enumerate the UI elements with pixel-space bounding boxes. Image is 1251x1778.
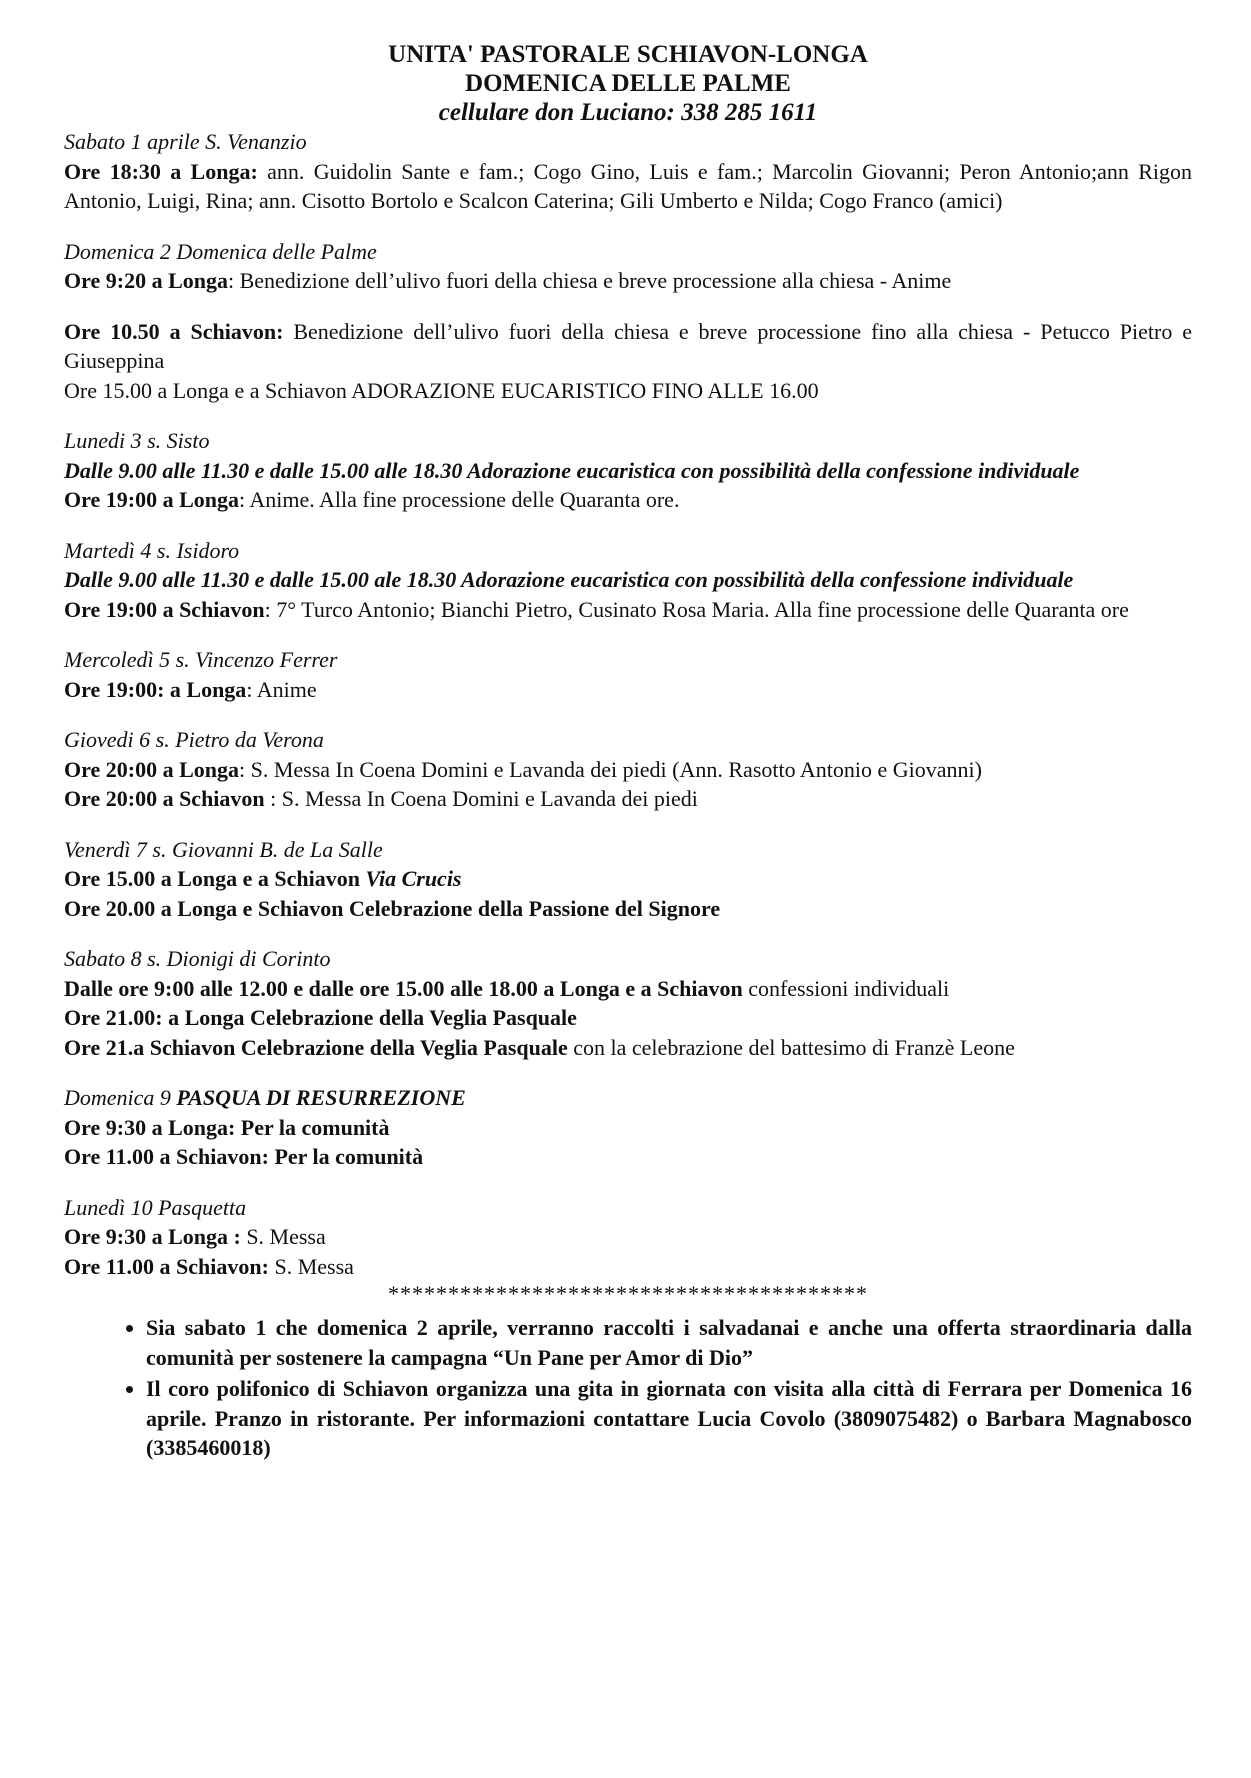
contact-line: cellulare don Luciano: 338 285 1611 bbox=[438, 99, 818, 126]
schedule-line bbox=[64, 1252, 1192, 1282]
schedule-line bbox=[64, 755, 1192, 785]
day-heading bbox=[64, 426, 1192, 456]
line-text: Benedizione dell’ulivo fuori della chiesa e breve processione fino alla chiesa - Petucco Pietro e Giuseppina bbox=[64, 318, 1193, 373]
day-heading bbox=[64, 944, 1192, 974]
day-heading-highlight: PASQUA DI RESURREZIONE bbox=[176, 1085, 466, 1110]
schedule-line bbox=[64, 565, 1192, 595]
line-text: : Anime bbox=[246, 676, 317, 702]
line-text: ann. Guidolin Sante e fam.; Cogo Gino, Luis e fam.; Marcolin Giovanni; Peron Antonio;ann Rigon Antonio, Luigi, Rina; ann. Cisotto Bortolo e Scalcon Caterina; Gili Umberto e Nilda; Cogo Franco (amici) bbox=[64, 158, 1192, 213]
schedule-line bbox=[64, 376, 1192, 406]
schedule-line bbox=[64, 456, 1192, 486]
line-text: S. Messa bbox=[240, 1224, 326, 1249]
day-heading bbox=[64, 1083, 1192, 1113]
day-heading-text: Mercoledì 5 s. Vincenzo Ferrer bbox=[64, 647, 338, 672]
schedule-line bbox=[64, 864, 1192, 894]
line-emphasis: Ore 20:00 a Longa bbox=[64, 756, 239, 782]
day-heading-text: Lunedì 10 Pasquetta bbox=[64, 1194, 247, 1220]
document-title: UNITA' PASTORALE SCHIAVON-LONGA bbox=[388, 41, 868, 68]
line-text: confessioni individuali bbox=[742, 975, 950, 1001]
day-heading-text: Venerdì 7 s. Giovanni B. de La Salle bbox=[64, 836, 383, 862]
line-emphasis: Ore 21.a Schiavon Celebrazione della Veglia Pasquale bbox=[64, 1034, 568, 1060]
schedule-line bbox=[64, 1222, 1192, 1252]
line-emphasis: Dalle ore 9:00 alle 12.00 e dalle ore 15.00 alle 18.00 a Longa e a Schiavon bbox=[64, 975, 743, 1001]
line-emphasis: Ore 18:30 a Longa: bbox=[64, 158, 258, 184]
day-block bbox=[64, 725, 1192, 814]
notice-item: • Sia sabato 1 che domenica 2 aprile, verranno raccolti i salvadanai e anche una offerta straordinaria dalla comunità per sostenere la campagna “Un Pane per Amor di Dio” bbox=[146, 1313, 1192, 1372]
notice-item: • Il coro polifonico di Schiavon organizza una gita in giornata con visita alla città di Ferrara per Domenica 16 aprile. Pranzo in ristorante. Per informazioni contattare Lucia Covolo (3809075482) o Barbara Magnabosco (3385460018) bbox=[146, 1374, 1192, 1463]
line-emphasis: Via Crucis bbox=[365, 866, 462, 891]
schedule bbox=[64, 127, 1192, 1281]
line-emphasis: Dalle 9.00 alle 11.30 e dalle 15.00 ale 18.30 Adorazione eucaristica con possibilità della confessione individuale bbox=[64, 567, 1074, 592]
day-block bbox=[64, 645, 1192, 704]
day-heading bbox=[64, 1193, 1192, 1223]
line-emphasis: Ore 10.50 a Schiavon: bbox=[64, 318, 284, 344]
line-emphasis: Ore 11.00 a Schiavon: bbox=[64, 1253, 269, 1279]
day-heading-text: Martedì 4 s. Isidoro bbox=[64, 537, 240, 563]
day-block bbox=[64, 944, 1192, 1062]
line-text: : Anime. Alla fine processione delle Quaranta ore. bbox=[238, 487, 680, 512]
schedule-line bbox=[64, 595, 1192, 625]
day-heading-text: Sabato 1 aprile S. Venanzio bbox=[64, 129, 307, 154]
schedule-line bbox=[64, 894, 1192, 924]
line-emphasis: Ore 9:20 a Longa bbox=[64, 268, 228, 293]
schedule-line bbox=[64, 1003, 1192, 1033]
schedule-line bbox=[64, 675, 1192, 705]
schedule-line bbox=[64, 1142, 1192, 1172]
schedule-line bbox=[64, 485, 1192, 515]
schedule-line bbox=[64, 1033, 1192, 1063]
separator: **************************************** bbox=[388, 1281, 868, 1306]
day-heading bbox=[64, 536, 1192, 566]
schedule-line bbox=[64, 784, 1192, 814]
day-heading-text: Lunedi 3 s. Sisto bbox=[64, 428, 210, 453]
schedule-line bbox=[64, 974, 1192, 1004]
line-emphasis: Ore 21.00: a Longa Celebrazione della Veglia Pasquale bbox=[64, 1005, 577, 1030]
day-heading bbox=[64, 237, 1192, 267]
day-block bbox=[64, 1083, 1192, 1172]
line-emphasis: Ore 19:00 a Schiavon bbox=[64, 596, 265, 622]
line-text: : Benedizione dell’ulivo fuori della chiesa e breve processione alla chiesa - Anime bbox=[227, 268, 952, 293]
line-emphasis: Dalle 9.00 alle 11.30 e dalle 15.00 alle 18.30 Adorazione eucaristica con possibilità della confessione individuale bbox=[64, 457, 1080, 483]
line-text: con la celebrazione del battesimo di Franzè Leone bbox=[567, 1034, 1015, 1060]
line-emphasis: Ore 19:00 a Longa bbox=[64, 487, 239, 512]
schedule-line bbox=[64, 317, 1192, 376]
day-block bbox=[64, 426, 1192, 515]
line-text: : S. Messa In Coena Domini e Lavanda dei piedi (Ann. Rasotto Antonio e Giovanni) bbox=[238, 756, 982, 782]
line-emphasis: Ore 9:30 a Longa: Per la comunità bbox=[64, 1114, 390, 1140]
day-heading-text: Domenica 9 bbox=[64, 1085, 177, 1110]
line-text: S. Messa bbox=[268, 1253, 354, 1279]
schedule-line bbox=[64, 157, 1192, 216]
day-heading-text: Sabato 8 s. Dionigi di Corinto bbox=[64, 946, 331, 971]
line-emphasis: Ore 15.00 a Longa e a Schiavon bbox=[64, 866, 366, 891]
line-text: : 7° Turco Antonio; Bianchi Pietro, Cusinato Rosa Maria. Alla fine processione delle Quaranta ore bbox=[264, 596, 1129, 622]
day-heading bbox=[64, 835, 1192, 865]
bulletin-page bbox=[64, 40, 1192, 1465]
line-emphasis: Ore 11.00 a Schiavon: Per la comunità bbox=[64, 1144, 424, 1169]
day-heading-text: Giovedi 6 s. Pietro da Verona bbox=[64, 727, 324, 752]
day-block bbox=[64, 835, 1192, 924]
schedule-line bbox=[64, 266, 1192, 296]
schedule-line bbox=[64, 1113, 1192, 1143]
line-emphasis: Ore 19:00: a Longa bbox=[64, 676, 247, 702]
line-emphasis: Ore 9:30 a Longa : bbox=[64, 1224, 241, 1249]
line-text: Ore 15.00 a Longa e a Schiavon ADORAZIONE EUCARISTICO FINO ALLE 16.00 bbox=[64, 377, 819, 403]
day-heading bbox=[64, 127, 1192, 157]
notices-list bbox=[64, 1313, 1192, 1463]
day-block bbox=[64, 127, 1192, 216]
day-block bbox=[64, 1193, 1192, 1282]
day-heading bbox=[64, 645, 1192, 675]
line-emphasis: Ore 20:00 a Schiavon bbox=[64, 786, 265, 811]
day-heading-text: Domenica 2 Domenica delle Palme bbox=[64, 238, 377, 264]
line-text: : S. Messa In Coena Domini e Lavanda dei piedi bbox=[264, 786, 698, 811]
day-block bbox=[64, 237, 1192, 406]
line-emphasis: Ore 20.00 a Longa e Schiavon Celebrazione della Passione del Signore bbox=[64, 895, 721, 921]
document-subtitle: DOMENICA DELLE PALME bbox=[465, 70, 791, 97]
day-heading bbox=[64, 725, 1192, 755]
day-block bbox=[64, 536, 1192, 625]
